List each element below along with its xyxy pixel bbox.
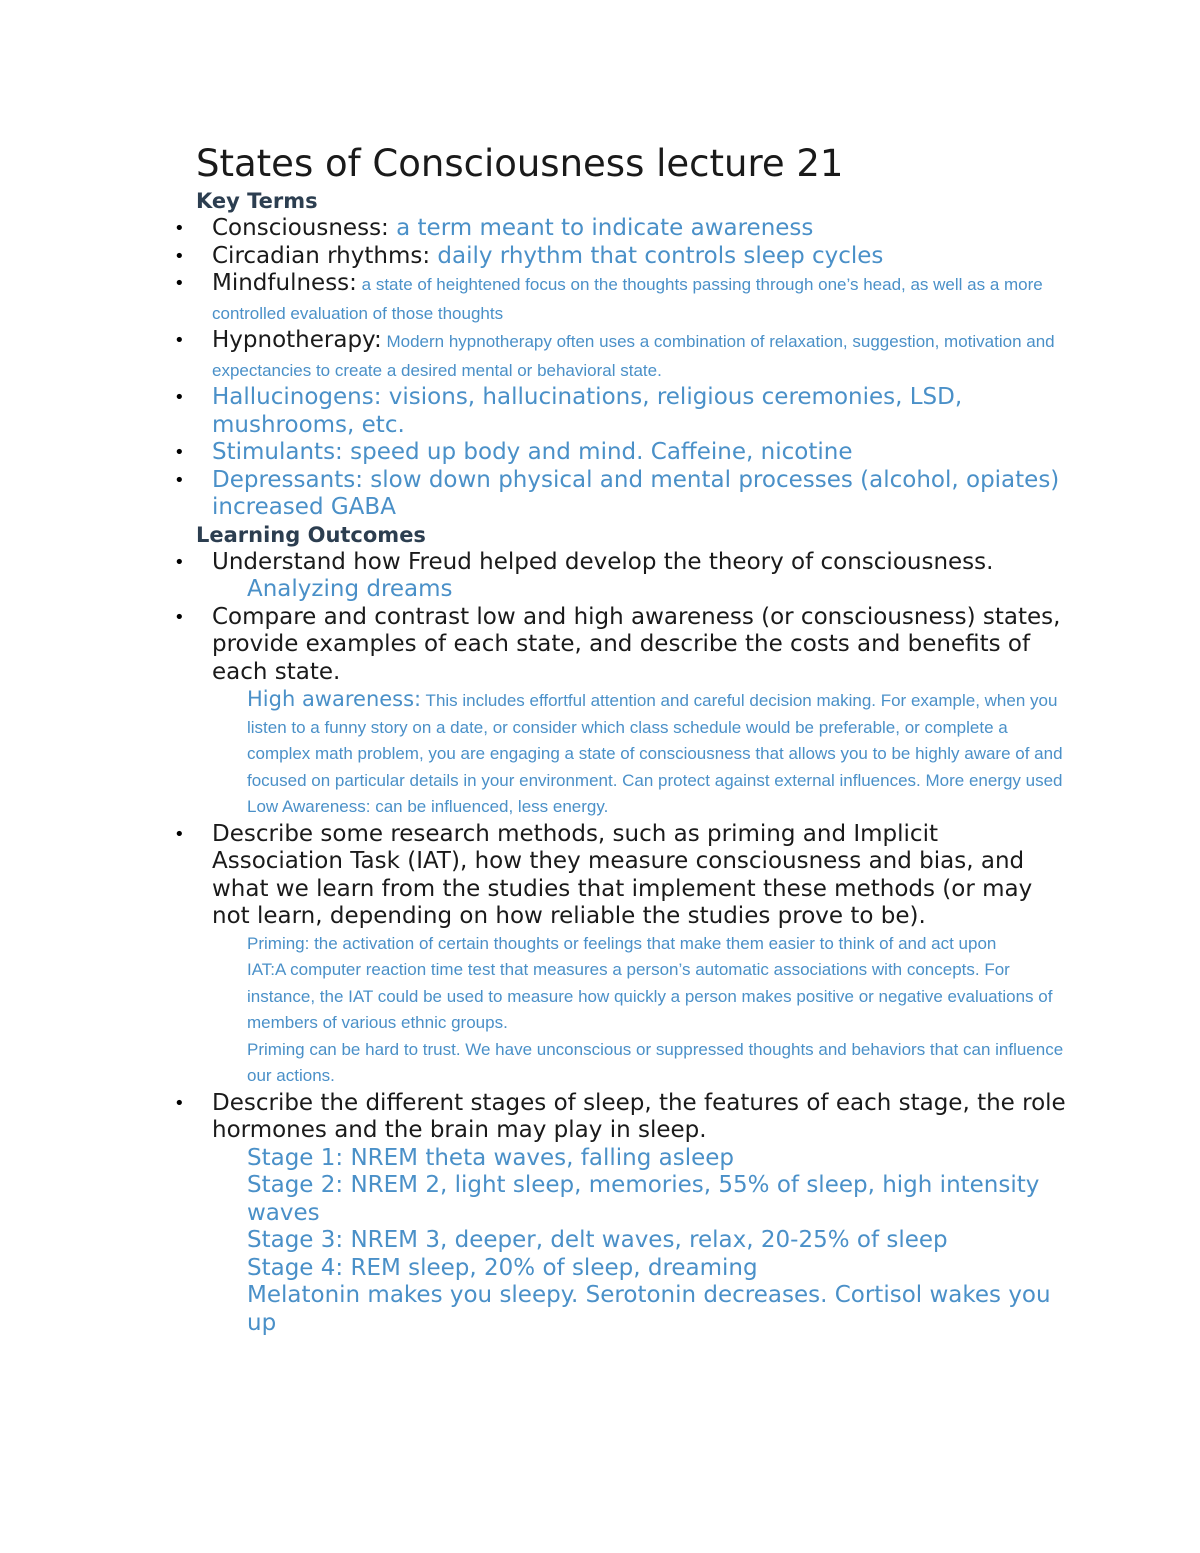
outcome-text: Compare and contrast low and high awareness (or consciousness) states, provide examples of each state, and describe the costs and benefits of each state. [212,603,1061,685]
stage-3-note: Stage 3: NREM 3, deeper, delt waves, relax, 20-25% of sleep [247,1227,948,1253]
bullet-icon: • [174,1092,185,1114]
term-label: Hypnotherapy: [212,327,382,353]
key-terms-heading: Key Terms [196,189,318,213]
page-title: States of Consciousness lecture 21 [196,142,844,185]
stage-1-note: Stage 1: NREM theta waves, falling asleep [247,1144,734,1171]
list-item [0,439,1200,467]
bullet-icon: • [174,442,185,463]
list-item [0,215,1200,243]
bullet-icon: • [174,606,185,628]
learning-outcomes-list [0,549,1200,1338]
term-label: Mindfulness: [212,270,357,296]
stage-2-note: Stage 2: NREM 2, light sleep, memories, 55% of sleep, high intensity waves [247,1172,1040,1226]
term-text: Depressants: slow down physical and mental processes (alcohol, opiates) increased GABA [212,466,1060,520]
bullet-icon: • [174,245,185,267]
trust-note: Priming can be hard to trust. We have unconscious or suppressed thoughts and behaviors that can influence our actions. [247,1039,1064,1085]
term-label: Circadian rhythms: [212,242,431,269]
term-definition: Modern hypnotherapy often uses a combination of relaxation, suggestion, motivation and expectancies to create a desired mental or behavioral state. [212,332,1055,380]
priming-note: Priming: the activation of certain thoughts or feelings that make them easier to think of and act upon [247,933,997,953]
outcome-text: Describe some research methods, such as priming and Implicit Association Task (IAT), how they measure consciousness and bias, and what we learn from the studies that implement these methods (or may not learn, depending on how reliable the studies prove to be). [212,820,1033,929]
bullet-icon: • [174,823,185,845]
bullet-icon: • [174,273,185,294]
low-awareness-note: Low Awareness: can be influenced, less energy. [247,797,609,816]
list-item [0,384,1200,439]
bullet-icon: • [174,218,185,239]
term-definition: a state of heightened focus on the thoughts passing through one’s head, as well as a more controlled evaluation of those thoughts [212,275,1043,323]
outcome-answer: Analyzing dreams [247,576,453,602]
list-item [0,467,1200,522]
list-item [0,270,1200,327]
list-item [0,327,1200,384]
bullet-icon: • [174,330,185,351]
term-text: Stimulants: speed up body and mind. Caffeine, nicotine [212,439,853,465]
list-item [0,549,1200,577]
list-item [0,243,1200,271]
list-item [0,1090,1200,1145]
bullet-icon: • [174,551,185,573]
iat-note: IAT:A computer reaction time test that measures a person’s automatic associations with concepts. For instance, the IAT could be used to measure how quickly a person makes positive or negative evaluations of members of various ethnic groups. [247,960,1053,1032]
term-text: Hallucinogens: visions, hallucinations, religious ceremonies, LSD, mushrooms, etc. [212,384,963,438]
term-definition: daily rhythm that controls sleep cycles [430,242,884,269]
outcome-text: Describe the different stages of sleep, the features of each stage, the role hormones and the brain may play in sleep. [212,1089,1066,1143]
high-awareness-note [0,686,1200,794]
hormones-note: Melatonin makes you sleepy. Serotonin decreases. Cortisol wakes you up [247,1282,1051,1336]
high-awareness-text: This includes effortful attention and careful decision making. For example, when you listen to a funny story on a date, or consider which class schedule would be preferable, or complete a complex math problem, you are engaging a state of consciousness that allows you to be highly aware of and focused on particular details in your environment. Can protect against external influences. More energy used [247,691,1063,790]
key-terms-list [0,215,1200,522]
high-awareness-label: High awareness: [247,687,422,711]
learning-outcomes-heading: Learning Outcomes [196,522,426,547]
list-item [0,821,1200,931]
bullet-icon: • [174,387,185,408]
outcome-text: Understand how Freud helped develop the theory of consciousness. [212,548,994,575]
bullet-icon: • [174,469,185,491]
list-item [0,604,1200,687]
term-label: Consciousness: [212,215,389,241]
stage-4-note: Stage 4: REM sleep, 20% of sleep, dreaming [247,1254,758,1281]
term-definition: a term meant to indicate awareness [388,215,814,241]
